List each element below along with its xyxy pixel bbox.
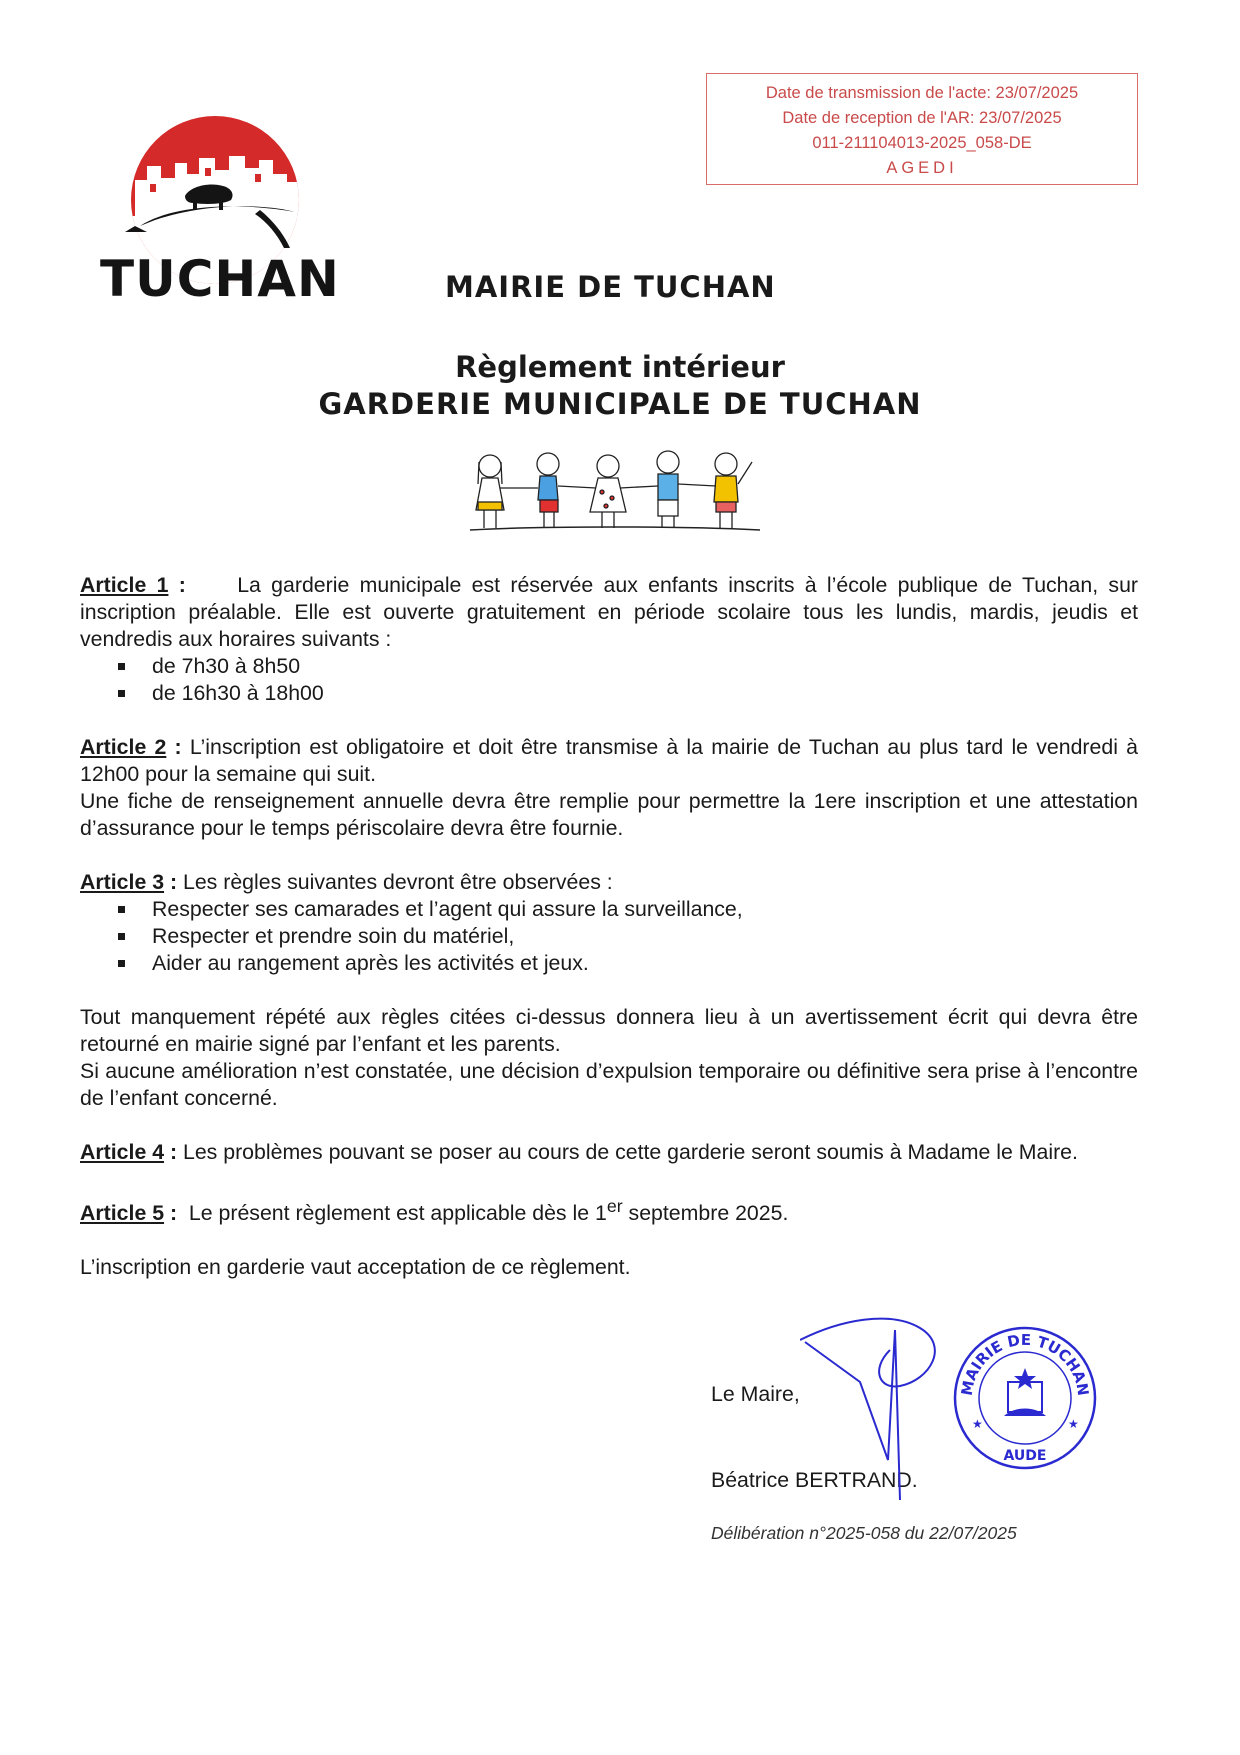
hours-list: [80, 653, 1138, 707]
article-3: [80, 869, 1138, 896]
article-5-text-end: septembre 2025.: [622, 1201, 789, 1226]
stamp-agency: AGEDI: [886, 159, 958, 177]
svg-text:MAIRIE DE TUCHAN: [958, 1331, 1092, 1397]
seal-star-icon: ★: [972, 1417, 983, 1431]
signature-name: Béatrice BERTRAND.: [711, 1468, 918, 1492]
list-item: Aider au rangement après les activités et jeux.: [80, 950, 1138, 977]
article-2-text: L’inscription est obligatoire et doit être transmise à la mairie de Tuchan au plus tard le vendredi à 12h00 pour la semaine qui suit.: [80, 735, 1138, 786]
article-1-text: La garderie municipale est réservée aux enfants inscrits à l’école publique de Tuchan, sur inscription préalable. Elle est ouverte gratuitement en période scolaire tous les lundis, mardis, jeudis et vendredis aux horaires suivants :: [80, 573, 1139, 651]
article-3-label: Article 3: [80, 870, 165, 894]
children-holding-hands-illustration: [460, 448, 770, 538]
deliberation-reference: Délibération n°2025-058 du 22/07/2025: [711, 1523, 1017, 1543]
seal-bottom-text: AUDE: [1003, 1448, 1047, 1464]
rules-list: [80, 896, 1138, 977]
article-2-sep: :: [166, 735, 190, 759]
list-item: de 16h30 à 18h00: [80, 680, 1138, 707]
list-item: de 7h30 à 8h50: [80, 653, 1138, 680]
document-body: [80, 572, 1138, 1281]
mairie-heading: MAIRIE DE TUCHAN: [445, 270, 776, 304]
article-3-intro: Les règles suivantes devront être observées :: [182, 870, 613, 894]
article-5: [80, 1193, 1138, 1227]
stamp-reference: 011-211104013-2025_058-DE: [812, 134, 1032, 152]
article-5-text: Le présent règlement est applicable dès le 1: [188, 1201, 607, 1226]
signature-role: Le Maire,: [711, 1382, 800, 1406]
list-item: Respecter et prendre soin du matériel,: [80, 923, 1138, 950]
article-3-sep: :: [164, 870, 183, 894]
acceptance-text: L’inscription en garderie vaut acceptation de ce règlement.: [80, 1255, 631, 1280]
seal-top-text: MAIRIE DE TUCHAN: [957, 1330, 1093, 1397]
article-5-label: Article 5: [80, 1201, 165, 1226]
sanction-text-2: Si aucune amélioration n’est constatée, une décision d’expulsion temporaire ou définitive sera prise à l’encontre de l’enfant concerné.: [80, 1059, 1138, 1110]
transmission-stamp: [706, 73, 1138, 185]
article-2: [80, 734, 1138, 788]
seal-star-icon: ★: [1068, 1417, 1079, 1431]
article-2-text2: Une fiche de renseignement annuelle devra être remplie pour permettre la 1ere inscription et une attestation d’assurance pour le temps périscolaire devra être fournie.: [80, 789, 1138, 840]
article-4: [80, 1139, 1138, 1166]
article-1-sep: :: [168, 573, 186, 597]
article-2-label: Article 2: [80, 735, 167, 759]
article-4-label: Article 4: [80, 1140, 165, 1164]
article-5-sup: er: [606, 1196, 623, 1216]
article-4-text: Les problèmes pouvant se poser au cours de cette garderie seront soumis à Madame le Maire.: [182, 1140, 1078, 1164]
list-item: Respecter ses camarades et l’agent qui assure la surveillance,: [80, 896, 1138, 923]
article-4-sep: :: [164, 1140, 183, 1164]
article-5-sep: :: [164, 1201, 183, 1226]
article-1-label: Article 1: [80, 573, 169, 597]
document-subtitle: GARDERIE MUNICIPALE DE TUCHAN: [318, 387, 922, 421]
document-title: Règlement intérieur: [455, 350, 785, 384]
mairie-seal: [950, 1320, 1100, 1475]
article-1: [80, 572, 1138, 653]
stamp-reception-date: Date de reception de l'AR: 23/07/2025: [782, 109, 1062, 127]
sanction-text-1: Tout manquement répété aux règles citées ci-dessus donnera lieu à un avertissement écrit qui devra être retourné en mairie signé par l’enfant et les parents.: [80, 1005, 1138, 1056]
logo-text: TUCHAN: [100, 250, 340, 308]
stamp-transmission-date: Date de transmission de l'acte: 23/07/2025: [765, 84, 1079, 102]
